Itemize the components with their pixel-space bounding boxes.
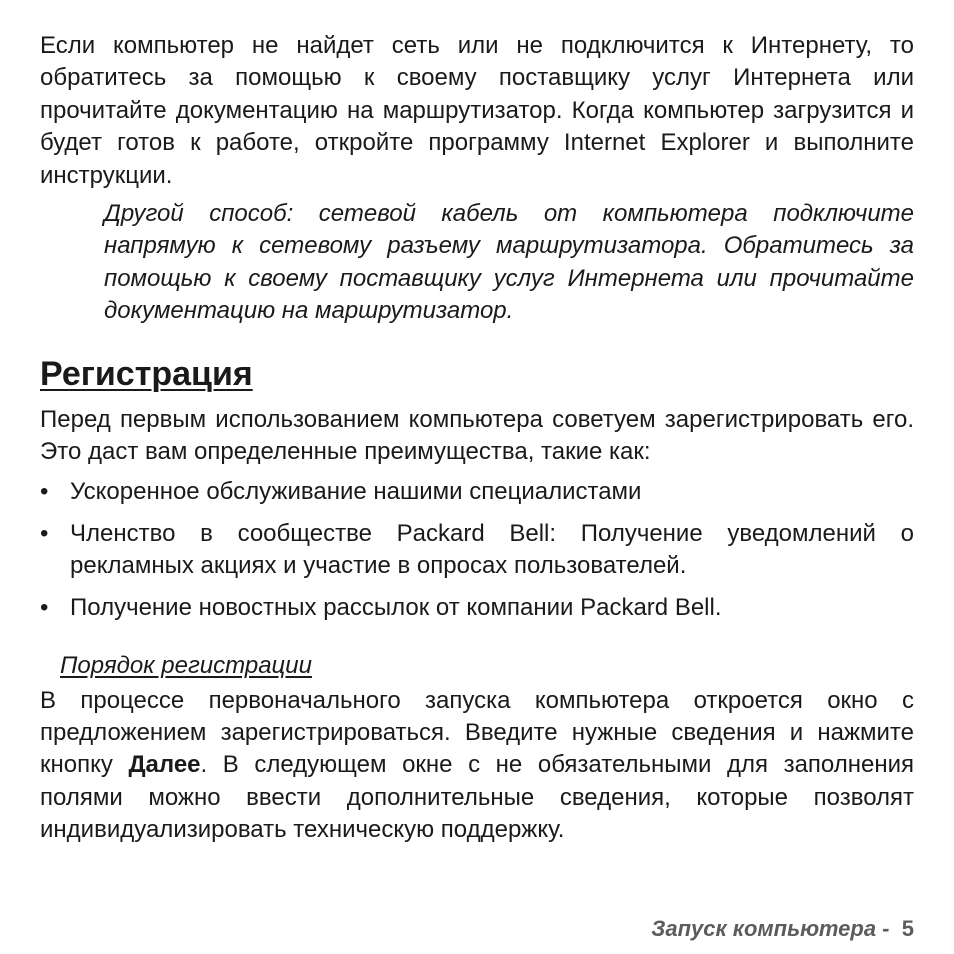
intro-paragraph: Если компьютер не найдет сеть или не подключится к Интернету, то обратитесь за помощью к своему поставщику услуг Интернета или прочитайте документацию на маршрутизатор. Когда компьютер загрузится и будет готов к работе, откройте программу Internet Explorer и выполните инструкции. <box>40 32 914 189</box>
list-item <box>40 518 914 583</box>
bullet-icon: • <box>40 519 49 547</box>
procedure-text-before: В процессе первоначального запуска компьютера откроется окно с предложением зарегистрироваться. Введите нужные сведения и нажмите кнопку <box>40 686 914 779</box>
document-page <box>40 30 914 847</box>
page-number: 5 <box>901 916 914 941</box>
list-item-text: Ускоренное обслуживание нашими специалистами <box>70 478 642 506</box>
alternative-method-note: Другой способ: сетевой кабель от компьютера подключите напрямую к сетевому разъему маршрутизатора. Обратитесь за помощью к своему поставщику услуг Интернета или прочитайте документацию на маршрутизатор. <box>104 200 914 325</box>
bullet-icon: • <box>40 593 49 621</box>
page-footer <box>651 914 914 944</box>
benefits-list <box>40 476 914 624</box>
footer-section-name: Запуск компьютера - <box>651 916 890 941</box>
section-title-registration: Регистрация <box>40 354 253 393</box>
list-item-text: Получение новостных рассылок от компании Packard Bell. <box>70 593 722 621</box>
procedure-paragraph <box>40 685 914 847</box>
list-item <box>40 592 914 624</box>
list-item-text: Членство в сообществе Packard Bell: Получение уведомлений о рекламных акциях и участие в опросах пользователей. <box>70 519 914 580</box>
subsection-title-registration-procedure: Порядок регистрации <box>60 652 312 680</box>
next-button-name: Далее <box>128 751 201 779</box>
list-item <box>40 476 914 508</box>
bullet-icon: • <box>40 478 49 506</box>
procedure-text-after: . В следующем окне с не обязательными для заполнения полями можно ввести дополнительные сведения, которые позволят индивидуализировать техническую поддержку. <box>40 751 915 844</box>
registration-intro: Перед первым использованием компьютера советуем зарегистрировать его. Это даст вам определенные преимущества, такие как: <box>40 405 914 466</box>
